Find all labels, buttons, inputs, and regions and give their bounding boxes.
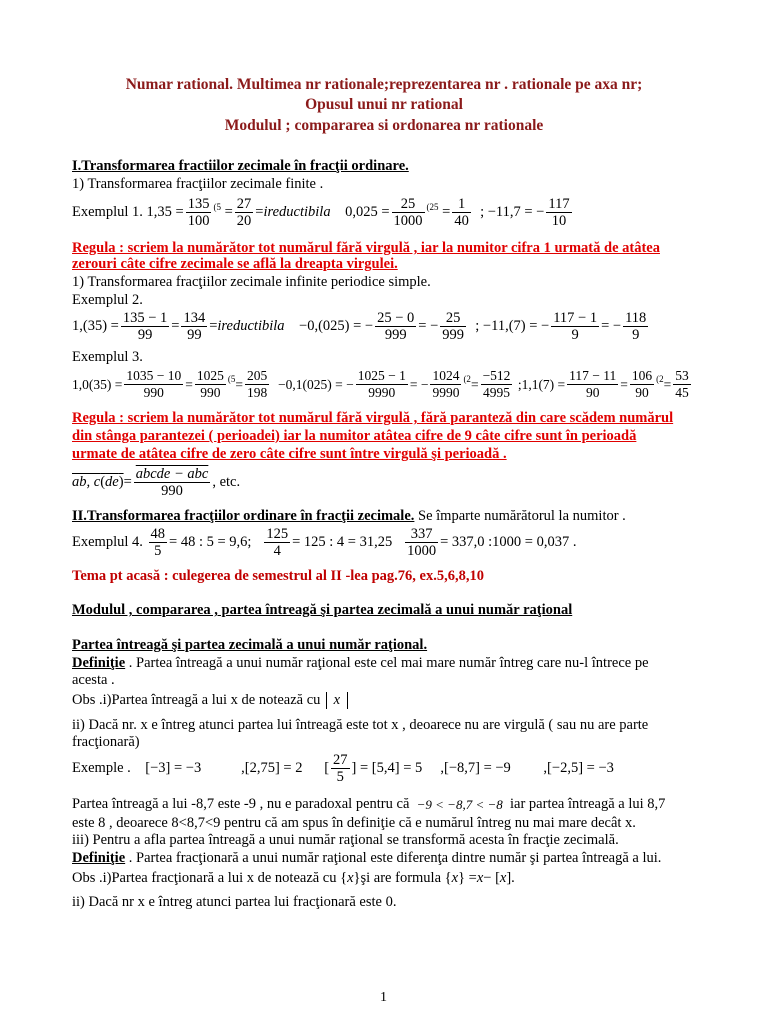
- example-1-formula: Exemplul 1. 1,35 = $\frac{135}{100}$ (5 = $\frac{27}{20}$ = ireductibila 0,025 = $\frac{25}{1000}$ (25 = $\frac{1}{40}$ ; −11,7 = − $\frac{117}{10}$: [72, 196, 570, 229]
- definition-1: [72, 655, 649, 672]
- para-1-line-1: Partea întreagă a lui -8,7 este -9 , nu e paradoxal pentru că −9 < −8,7 < −8 iar partea întreagă a lui 8,7: [72, 796, 666, 812]
- general-formula-suffix: , etc.: [212, 474, 241, 490]
- example-3-label: Exemplul 3.: [72, 349, 143, 365]
- definition-1-cont: acesta .: [72, 672, 115, 688]
- obs-1-ii-line-2: fracţionară): [72, 734, 140, 750]
- definition-2: [72, 850, 661, 867]
- para-1-line-2: este 8 , deoarece 8<8,7<9 pentru că am spus în definiţie că e numărul întreg nu mai mare decât x.: [72, 815, 636, 831]
- example-4-formula: Exemplul 4. $\frac{48}{5}$ = 48 : 5 = 9,6; $\frac{125}{4}$ = 125 : 4 = 31,25 $\frac{337}{1000}$ = 337,0 :1000 = 0,037 .: [72, 526, 577, 559]
- obs-1: Obs .i)Partea întreagă a lui x de notează cu x: [72, 692, 350, 709]
- obs-2-text-a: Obs .i)Partea fracţionară a lui x de notează cu: [72, 870, 337, 886]
- section-3-heading: Modulul , compararea , partea întreagă şi partea zecimală a unui număr raţional: [72, 602, 573, 618]
- section-2-heading: II.Transformarea fracţiilor ordinare în fracţii zecimale.: [72, 508, 415, 524]
- obs-1-text: Obs .i)Partea întreagă a lui x de notează cu: [72, 692, 321, 708]
- section-2-heading-line: [72, 508, 626, 525]
- page-number: 1: [380, 990, 387, 1005]
- example-4-label: Exemplul 4.: [72, 534, 143, 550]
- rule-1-line-2: zerouri câte cifre zecimale se află la dreapta virgulei.: [72, 256, 398, 272]
- obs-2-text-b: şi are formula: [360, 870, 442, 886]
- obs-2-ii: ii) Dacă nr x e întreg atunci partea lui fracţionară este 0.: [72, 894, 397, 910]
- para-1-line-1b: iar partea întreagă a lui 8,7: [510, 796, 666, 812]
- example-2-label: Exemplul 2.: [72, 292, 143, 308]
- definition-2-text: . Partea fracţionară a unui număr raţional este diferenţa dintre număr şi partea întreagă a lui.: [125, 850, 662, 866]
- obs-1-ii-line-1: ii) Dacă nr. x e întreg atunci partea lui întreagă este tot x , deoarece nu are virgulă ( sau nu are parte: [72, 717, 649, 733]
- rule-2-line-3: urmate de atâtea cifre de zero câte cifre sunt între virgulă şi perioadă .: [72, 446, 507, 462]
- section-1-item-2: 1) Transformarea fracţiilor zecimale infinite periodice simple.: [72, 274, 431, 290]
- title-line-3: Modulul ; compararea si ordonarea nr rationale: [224, 117, 544, 134]
- section-2-heading-tail: Se împarte numărătorul la numitor .: [414, 508, 626, 524]
- title-line-1: Numar rational. Multimea nr rationale;reprezentarea nr . rationale pe axa nr;: [125, 76, 643, 93]
- definition-2-label: Definiţie: [72, 850, 126, 866]
- rule-2-line-2: din stânga parantezei ( perioadei) iar la numitor atâtea cifre de 9 câte cifre sunt în perioadă: [72, 428, 637, 444]
- obs-2: Obs .i)Partea fracţionară a lui x de notează cu { x } şi are formula { x } = x − [ x ].: [72, 870, 515, 886]
- para-1-line-1a: Partea întreagă a lui -8,7 este -9 , nu e paradoxal pentru că: [72, 796, 410, 812]
- title-line-2: Opusul unui nr rational: [305, 96, 463, 113]
- exemple-label: Exemple .: [72, 760, 131, 776]
- rule-2-line-1: Regula : scriem la numărător tot numărul fără virgulă , fără paranteză din care scădem numărul: [72, 410, 674, 426]
- example-3-formula: 1,0(35) = $\frac{1035 - 10}{990}$ = $\frac{1025}{990}$ (5 = $\frac{205}{198}$ −0,1(025) = − $\frac{1025 - 1}{9990}$ = − $\frac{1024}{9990}$ (2 = $\frac{-512}{4995}$ ;1,1(7) = $\frac{117 - 11}{90}$ = $\frac{106}{90}$ (2 = $\frac{53}{45}$: [72, 368, 689, 400]
- homework: Tema pt acasă : culegerea de semestrul al II -lea pag.76, ex.5,6,8,10: [72, 568, 484, 584]
- para-1-line-3: iii) Pentru a afla partea întreagă a unui număr raţional se transformă acesta în fracţie zecimală.: [72, 832, 619, 848]
- section-3-subheading: Partea întreagă şi partea zecimală a unui număr raţional.: [72, 637, 428, 653]
- definition-1-text: . Partea întreagă a unui număr raţional este cel mai mare număr întreg care nu-l întrece pe: [125, 655, 649, 671]
- exemple-formula: Exemple . [−3] = −3 ,[2,75] = 2 [ $\frac{27}{5}$ ] = [5,4] = 5 ,[−8,7] = −9 ,[−2,5] = −3: [72, 752, 614, 785]
- section-1-heading: I.Transformarea fractiilor zecimale în fracţii ordinare.: [72, 158, 409, 174]
- rule-1-line-1: Regula : scriem la numărător tot numărul fără virgulă , iar la numitor cifra 1 urmată de atâtea: [72, 240, 660, 256]
- example-2-formula: 1,(35) = $\frac{135 - 1}{99}$ = $\frac{134}{99}$ = ireductibila −0,(025) = − $\frac{25 - 0}{999}$ = − $\frac{25}{999}$ ; −11,(7) = − $\frac{117 - 1}{9}$ = − $\frac{118}{9}$: [72, 310, 647, 343]
- example-1-label: Exemplul 1.: [72, 204, 143, 220]
- section-1-item-1: 1) Transformarea fracţiilor zecimale finite .: [72, 176, 324, 192]
- definition-1-label: Definiţie: [72, 655, 126, 671]
- general-formula: ab, c(de) = $\frac{\text{abcde − abc}}{990}$ , etc.: [72, 466, 241, 499]
